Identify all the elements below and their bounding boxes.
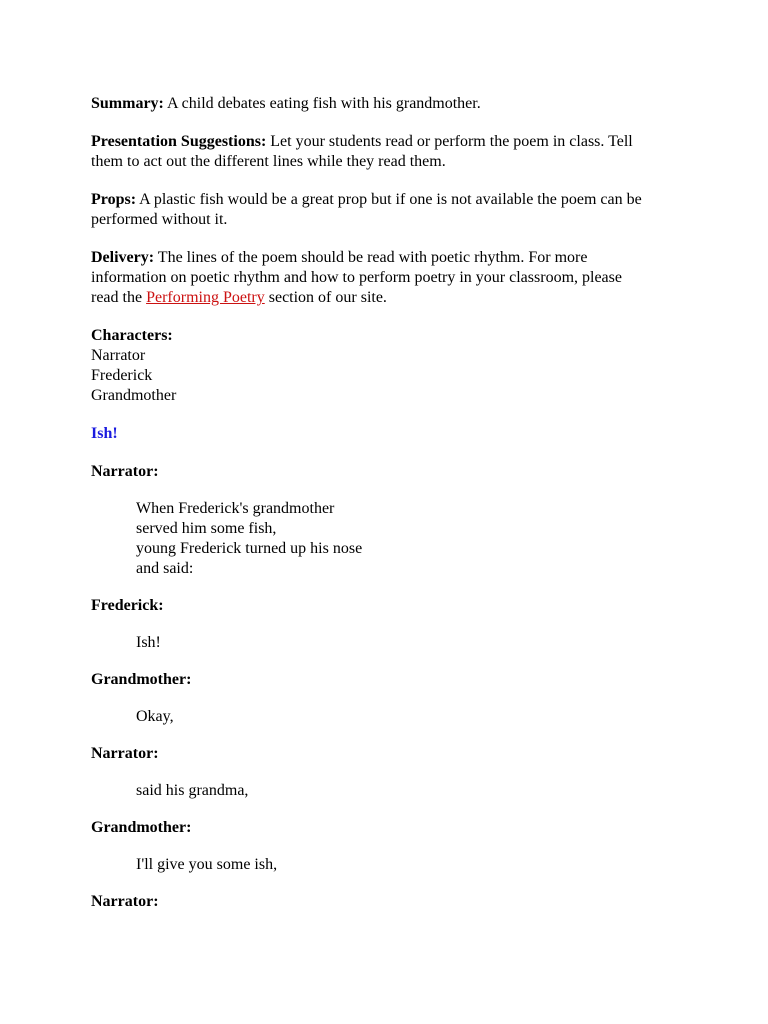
speaker-label: Narrator: xyxy=(91,463,159,480)
verse-line: When Frederick's grandmother xyxy=(136,500,335,517)
character-item: Frederick xyxy=(91,367,153,384)
verse-block xyxy=(136,781,691,801)
document-content xyxy=(91,94,691,929)
characters-section xyxy=(91,326,691,406)
characters-label: Characters: xyxy=(91,327,173,344)
verse-line: young Frederick turned up his nose xyxy=(136,540,363,557)
summary-label: Summary: xyxy=(91,95,164,112)
verse-block xyxy=(136,707,691,727)
presentation-label: Presentation Suggestions: xyxy=(91,133,267,150)
props-text-line1: A plastic fish would be a great prop but if one is not available the poem can be xyxy=(136,191,642,208)
speaker-label: Frederick: xyxy=(91,597,164,614)
speaker-label: Grandmother: xyxy=(91,671,192,688)
summary-text: A child debates eating fish with his grandmother. xyxy=(163,95,481,112)
props-label: Props: xyxy=(91,191,137,208)
delivery-text-before-link: read the xyxy=(91,289,147,306)
poem-title: Ish! xyxy=(91,425,118,442)
delivery-text-after-link: section of our site. xyxy=(264,289,387,306)
verse-block xyxy=(136,633,691,653)
props-paragraph xyxy=(91,190,691,230)
delivery-label: Delivery: xyxy=(91,249,155,266)
verse-line: said his grandma, xyxy=(136,782,249,799)
summary-paragraph xyxy=(91,94,691,114)
delivery-text-line1: The lines of the poem should be read with poetic rhythm. For more xyxy=(154,249,588,266)
verse-line: Ish! xyxy=(136,634,161,651)
delivery-paragraph xyxy=(91,248,691,308)
props-text-line2: performed without it. xyxy=(91,211,228,228)
delivery-text-line2: information on poetic rhythm and how to perform poetry in your classroom, please xyxy=(91,269,622,286)
verse-line: Okay, xyxy=(136,708,174,725)
speaker-label: Grandmother: xyxy=(91,819,192,836)
speaker-label: Narrator: xyxy=(91,893,159,910)
character-item: Grandmother xyxy=(91,387,177,404)
speaker-label: Narrator: xyxy=(91,745,159,762)
verse-line: I'll give you some ish, xyxy=(136,856,278,873)
verse-line: served him some fish, xyxy=(136,520,277,537)
presentation-paragraph xyxy=(91,132,691,172)
verse-line: and said: xyxy=(136,560,194,577)
poem-title-paragraph xyxy=(91,424,691,444)
performing-poetry-link[interactable]: Performing Poetry xyxy=(146,289,265,306)
presentation-text-line1: Let your students read or perform the poem in class. Tell xyxy=(266,133,633,150)
verse-block xyxy=(136,499,691,579)
character-item: Narrator xyxy=(91,347,146,364)
verse-block xyxy=(136,855,691,875)
presentation-text-line2: them to act out the different lines while they read them. xyxy=(91,153,446,170)
